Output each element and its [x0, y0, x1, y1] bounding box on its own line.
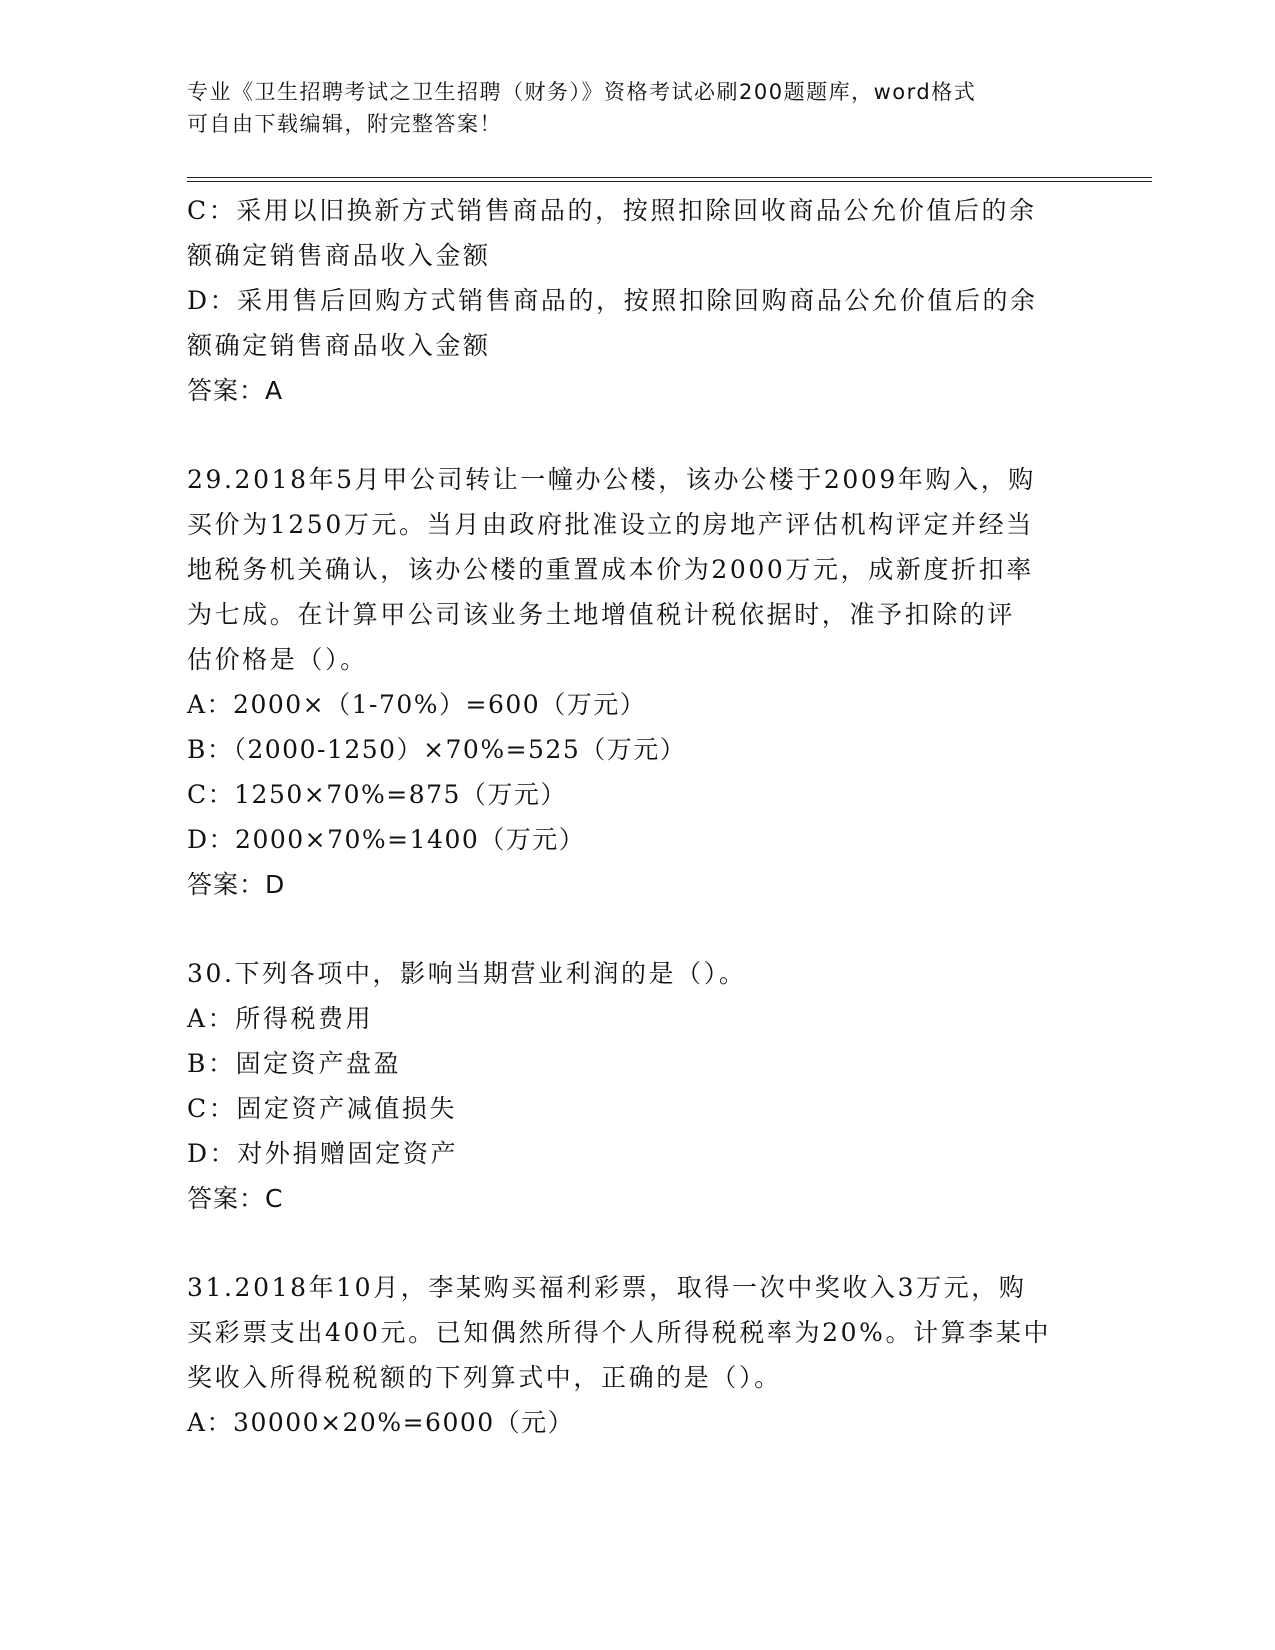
option-line: B：（2000-1250）×70%=525（万元） — [187, 735, 687, 764]
header-line: 可自由下载编辑，附完整答案！ — [187, 112, 502, 136]
question-stem-line: 31.2018年10月，李某购买福利彩票，取得一次中奖收入3万元，购 — [187, 1273, 1027, 1302]
option-line: D：采用售后回购方式销售商品的，按照扣除回购商品公允价值后的余 — [187, 286, 1038, 315]
question-stem-line: 买彩票支出400元。已知偶然所得个人所得税税率为20%。计算李某中 — [187, 1318, 1052, 1347]
answer-line: 答案：A — [187, 376, 284, 405]
question-stem-line: 29.2018年5月甲公司转让一幢办公楼，该办公楼于2009年购入，购 — [187, 465, 1036, 494]
option-line: 额确定销售商品收入金额 — [187, 241, 491, 270]
page-header — [187, 76, 1087, 140]
option-line: D：对外捐赠固定资产 — [187, 1139, 459, 1168]
option-line: C：采用以旧换新方式销售商品的，按照扣除回收商品公允价值后的余 — [187, 196, 1037, 225]
spacer — [187, 907, 1087, 951]
option-line: C：1250×70%=875（万元） — [187, 780, 567, 809]
answer-line: 答案：D — [187, 870, 286, 899]
question-stem-line: 30.下列各项中，影响当期营业利润的是（）。 — [187, 959, 747, 988]
question-stem-line: 地税务机关确认，该办公楼的重置成本价为2000万元，成新度折扣率 — [187, 555, 1034, 584]
question-block — [187, 1265, 1087, 1445]
question-stem-line: 买价为1250万元。当月由政府批准设立的房地产评估机构评定并经当 — [187, 510, 1034, 539]
document-body — [187, 188, 1087, 1445]
header-line: 专业《卫生招聘考试之卫生招聘（财务）》资格考试必刷200题题库，word格式 — [187, 80, 977, 104]
question-block — [187, 188, 1087, 413]
option-line: A：所得税费用 — [187, 1004, 374, 1033]
header-divider — [187, 181, 1152, 182]
answer-line: 答案：C — [187, 1184, 284, 1213]
option-line: D：2000×70%=1400（万元） — [187, 825, 586, 854]
question-stem-line: 奖收入所得税税额的下列算式中，正确的是（）。 — [187, 1363, 782, 1392]
option-line: C：固定资产减值损失 — [187, 1094, 458, 1123]
option-line: B：固定资产盘盈 — [187, 1049, 402, 1078]
option-line: A：2000×（1-70%）=600（万元） — [187, 690, 647, 719]
question-stem-line: 为七成。在计算甲公司该业务土地增值税计税依据时，准予扣除的评 — [187, 600, 1016, 629]
option-line: 额确定销售商品收入金额 — [187, 331, 491, 360]
option-line: A：30000×20%=6000（元） — [187, 1408, 575, 1437]
spacer — [187, 413, 1087, 457]
header-divider — [187, 177, 1152, 178]
spacer — [187, 1221, 1087, 1265]
question-stem-line: 估价格是（）。 — [187, 645, 368, 674]
question-block — [187, 457, 1087, 907]
question-block — [187, 951, 1087, 1221]
